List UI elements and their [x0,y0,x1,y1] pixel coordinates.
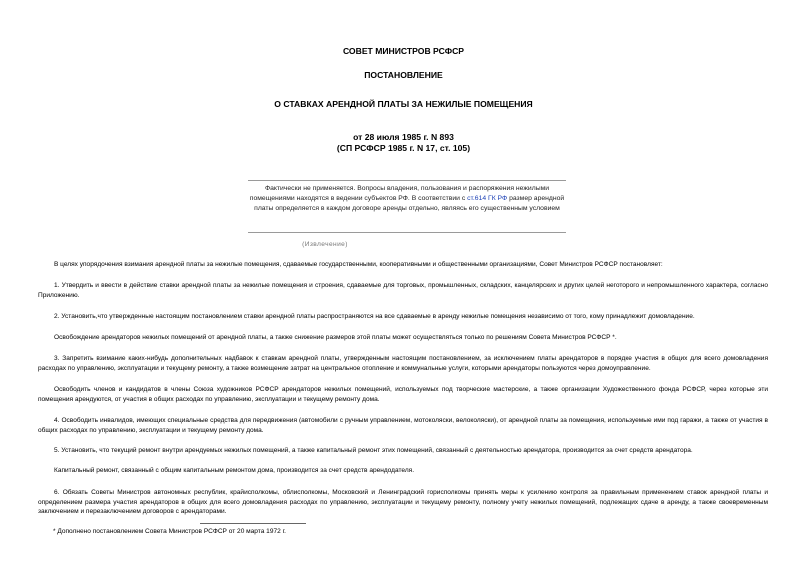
document-source: (СП РСФСР 1985 г. N 17, ст. 105) [336,143,471,153]
footnote: * Дополнено постановлением Совета Министров РСФСР от 20 марта 1972 г. [53,528,286,535]
note-text-after: размер арендной платы определяется в каждом договоре аренды отдельно, являясь его существенным условием [254,195,565,213]
paragraph-3: 3. Запретить взимание каких-нибудь дополнительных надбавок к ставкам арендной платы, утвержденным настоящим постановлением, за исключением платы арендаторов в порядке участия в общих для всего домовладения расходах по управлению, эксплуатации и текущему ремонту, а также возмещение затрат на центральное отопление и коммунальные услуги, которыми арендаторы пользуются через домоуправление. [38,355,768,372]
excerpt-label: (Извлечение) [302,241,348,248]
paragraph-3-exemption: Освободить членов и кандидатов в члены Союза художников РСФСР арендаторов нежилых помещений, используемых под творческие мастерские, а также организации Художественного фонда РСФСР, через которые эти помещения арендуются, от участия в общих расходах по управлению, эксплуатации и текущему ремонту дома. [38,386,768,403]
paragraph-5-capital-repair: Капитальный ремонт, связанный с общим капитальным ремонтом дома, производится за счет средств арендодателя. [54,467,415,474]
paragraph-2-note: Освобождение арендаторов нежилых помещений от арендной платы, а также снижение размеров этой платы может осуществляться только по решениям Совета Министров РСФСР *. [54,334,617,341]
gk-rf-article-link[interactable]: ст.614 ГК РФ [467,195,508,203]
paragraph-2: 2. Установить,что утвержденные настоящим постановлением ставки арендной платы распространяются на все сдаваемые в аренду нежилые помещения независимо от того, кому принадлежит домовладение. [54,313,695,320]
editorial-note [248,184,566,215]
footnote-divider [200,523,306,524]
document-title: О СТАВКАХ АРЕНДНОЙ ПЛАТЫ ЗА НЕЖИЛЫЕ ПОМЕЩЕНИЯ [274,99,533,109]
document-type-heading: ПОСТАНОВЛЕНИЕ [364,70,443,80]
note-bottom-divider [248,232,566,233]
document-date-number: от 28 июля 1985 г. N 893 [353,132,454,142]
council-heading: СОВЕТ МИНИСТРОВ РСФСР [342,46,465,56]
paragraph-preamble: В целях упорядочения взимания арендной платы за нежилые помещения, сдаваемые государственными, кооперативными и общественными организациями, Совет Министров РСФСР постановляет: [54,261,663,268]
paragraph-4: 4. Освободить инвалидов, имеющих специальные средства для передвижения (автомобили с ручным управлением, мотоколяски, велоколяски), от арендной платы за помещения, используемые ими под гаражи, а также от участия в общих расходах по управлению, эксплуатации и текущему ремонту дома. [38,417,768,434]
paragraph-1: 1. Утвердить и ввести в действие ставки арендной платы за нежилые помещения и строения, сдаваемые для торговых, промышленных, складских, канцелярских и других целей неготорого и непромышленного характера, согласно Приложению. [38,282,768,299]
paragraph-6: 6. Обязать Советы Министров автономных республик, крайисполкомы, облисполкомы, Московский и Ленинградский горисполкомы принять меры к усилению контроля за правильным применением ставок арендной платы и определением размера участия арендаторов в общих для всего домовладения расходах по управлению, эксплуатации и текущему ремонту, полному учету нежилых помещений, подлежащих сдаче в аренду, а также своевременным заключением и перезаключением договоров с арендаторами. [38,489,768,516]
note-top-divider [248,180,566,181]
paragraph-5: 5. Установить, что текущий ремонт внутри арендуемых нежилых помещений, а также капитальный ремонт этих помещений, связанный с деятельностью арендатора, производится за счет средств арендатора. [54,447,693,454]
note-text-before: Фактически не применяется. Вопросы владения, пользования и распоряжения нежилыми помещениями находятся в ведении субъектов РФ. В соответствии с [249,185,550,203]
